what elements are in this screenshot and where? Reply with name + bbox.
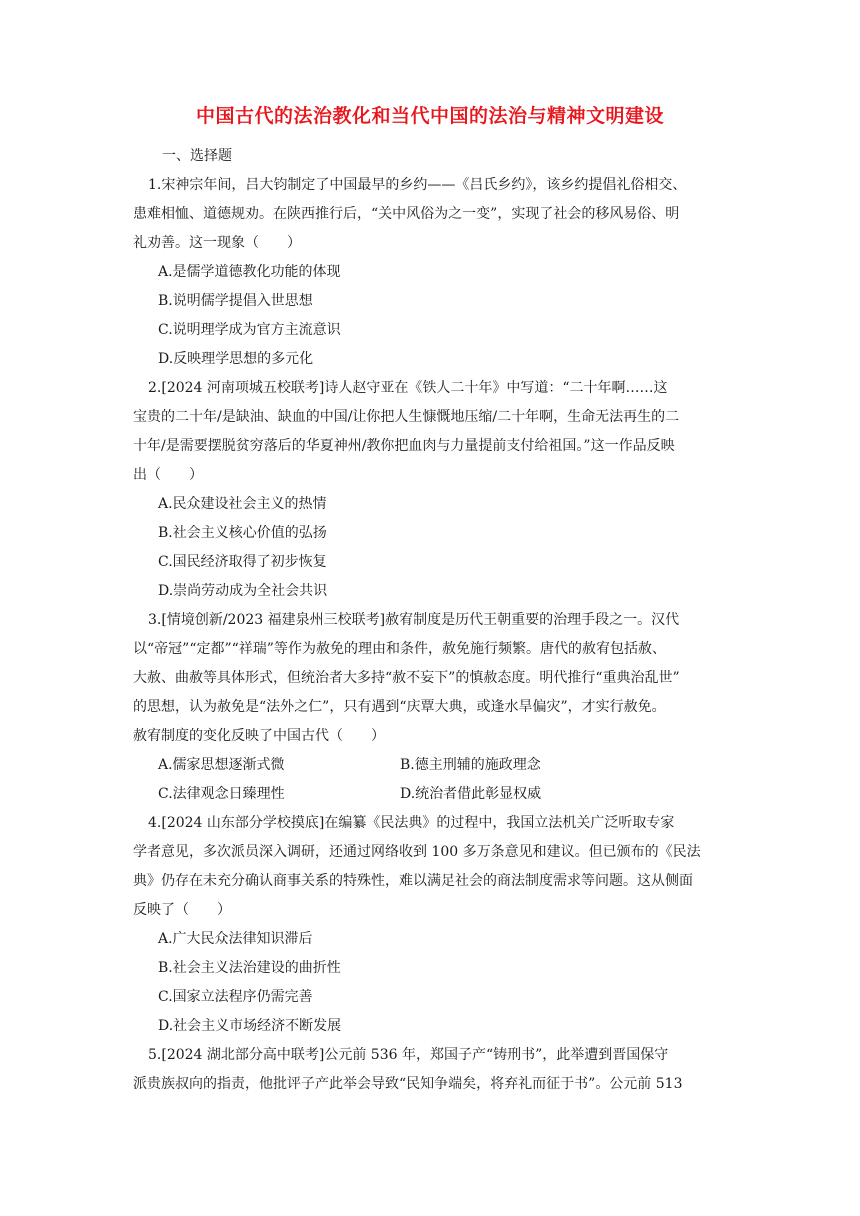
option-b: B.社会主义法治建设的曲折性 bbox=[158, 960, 341, 976]
question-text-line: 学者意见，多次派员深入调研，还通过网络收到 100 多万条意见和建议。但已颁布的《民法 bbox=[133, 844, 701, 860]
option-row bbox=[130, 751, 740, 780]
question-text-line: 反映了（ ） bbox=[133, 902, 231, 918]
section-heading: 一、选择题 bbox=[162, 148, 232, 164]
document-body bbox=[130, 142, 740, 1099]
question-text-line: 5.[2024 湖北部分高中联考]公元前 536 年，郑国子产“铸刑书”，此举遭到晋国保守 bbox=[148, 1047, 669, 1063]
question-text-line: 的思想，认为赦免是“法外之仁”，只有遇到“庆覃大典，或逢水旱偏灾”，才实行赦免。 bbox=[133, 699, 666, 715]
option-d: D.统治者借此彰显权威 bbox=[400, 786, 542, 802]
question-text-line: 出（ ） bbox=[133, 467, 203, 483]
question-2 bbox=[130, 374, 740, 606]
option-a: A.儒家思想逐渐式微 bbox=[158, 757, 285, 773]
option-b: B.德主刑辅的施政理念 bbox=[400, 757, 541, 773]
option-a: A.是儒学道德教化功能的体现 bbox=[158, 264, 341, 280]
question-text-line: 大赦、曲赦等具体形式，但统治者大多持“赦不妄下”的慎赦态度。明代推行“重典治乱世” bbox=[133, 670, 680, 686]
question-1 bbox=[130, 171, 740, 374]
question-5 bbox=[130, 1041, 740, 1099]
question-text-line: 赦宥制度的变化反映了中国古代（ ） bbox=[133, 728, 385, 744]
option-d: D.反映理学思想的多元化 bbox=[158, 351, 314, 367]
question-3 bbox=[130, 606, 740, 809]
question-text-line: 3.[情境创新/2023 福建泉州三校联考]赦宥制度是历代王朝重要的治理手段之一。汉代 bbox=[148, 612, 680, 628]
option-row bbox=[130, 780, 740, 809]
question-text-line: 患难相恤、道德规劝。在陕西推行后，“关中风俗为之一变”，实现了社会的移风易俗、明 bbox=[133, 206, 680, 222]
option-b: B.说明儒学提倡入世思想 bbox=[158, 293, 313, 309]
question-text-line: 宝贵的二十年/是缺油、缺血的中国/让你把人生慷慨地压缩/二十年啊，生命无法再生的二 bbox=[133, 409, 680, 425]
question-text-line: 礼劝善。这一现象（ ） bbox=[133, 235, 301, 251]
question-text-line: 2.[2024 河南项城五校联考]诗人赵守亚在《铁人二十年》中写道：“二十年啊……这 bbox=[148, 380, 668, 396]
question-text-line: 以“帝冠”“定都”“祥瑞”等作为赦免的理由和条件，赦免施行频繁。唐代的赦宥包括赦、 bbox=[133, 641, 666, 657]
document-title: 中国古代的法治教化和当代中国的法治与精神文明建设 bbox=[195, 105, 664, 127]
question-text-line: 派贵族叔向的指责，他批评子产此举会导致“民知争端矣，将弃礼而征于书”。公元前 513 bbox=[133, 1076, 683, 1092]
option-b: B.社会主义核心价值的弘扬 bbox=[158, 525, 327, 541]
option-d: D.社会主义市场经济不断发展 bbox=[158, 1018, 342, 1034]
question-text-line: 十年/是需要摆脱贫穷落后的华夏神州/教你把血肉与力量提前支付给祖国。”这一作品反映 bbox=[133, 438, 675, 454]
option-d: D.崇尚劳动成为全社会共识 bbox=[158, 583, 328, 599]
option-c: C.法律观念日臻理性 bbox=[158, 786, 285, 802]
option-a: A.民众建设社会主义的热情 bbox=[158, 496, 327, 512]
option-c: C.国民经济取得了初步恢复 bbox=[158, 554, 327, 570]
question-text-line: 4.[2024 山东部分学校摸底]在编纂《民法典》的过程中，我国立法机关广泛听取专家 bbox=[148, 815, 675, 831]
question-text-line: 典》仍存在未充分确认商事关系的特殊性，难以满足社会的商法制度需求等问题。这从侧面 bbox=[133, 873, 693, 889]
question-text-line: 1.宋神宗年间，吕大钧制定了中国最早的乡约——《吕氏乡约》，该乡约提倡礼俗相交、 bbox=[148, 177, 687, 193]
option-c: C.国家立法程序仍需完善 bbox=[158, 989, 313, 1005]
question-4 bbox=[130, 809, 740, 1041]
option-a: A.广大民众法律知识滞后 bbox=[158, 931, 313, 947]
option-c: C.说明理学成为官方主流意识 bbox=[158, 322, 341, 338]
